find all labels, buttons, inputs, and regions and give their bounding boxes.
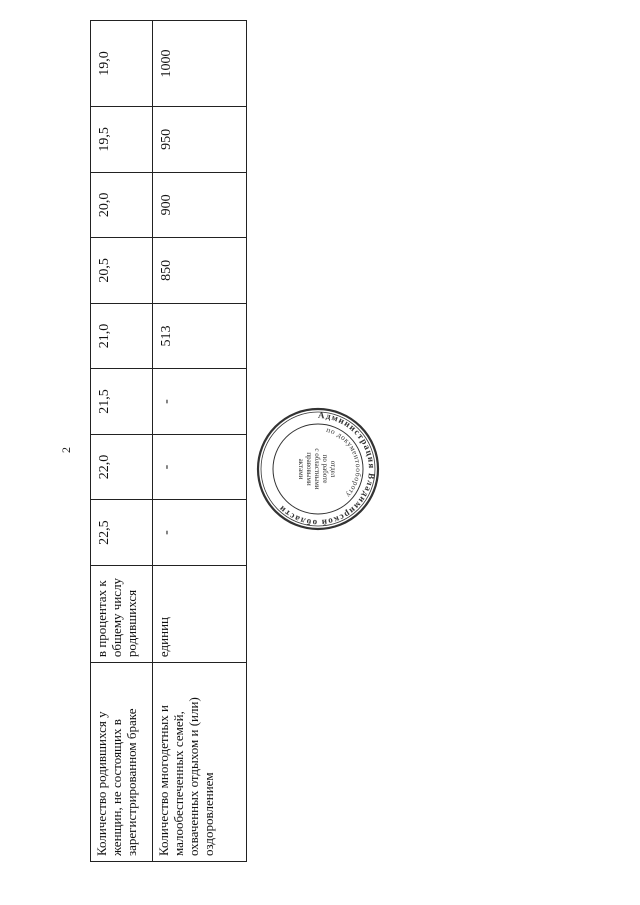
- stamp-inner-text: по документообороту: [325, 425, 364, 500]
- value-cell: -: [153, 434, 247, 500]
- value-cell: 1000: [153, 21, 247, 107]
- table-row: [153, 21, 247, 862]
- value-cell: -: [153, 369, 247, 435]
- value-cell: 513: [153, 303, 247, 369]
- indicator-name-cell: Количество многодетных и малообеспеченных семей, охваченных отдыхом и (или) оздоровлением: [153, 663, 247, 862]
- value-cell: 20,0: [91, 172, 153, 238]
- unit-cell: в процентах к общему числу родившихся: [91, 565, 153, 662]
- indicator-table: [90, 20, 247, 862]
- page-number: 2: [59, 447, 73, 453]
- stamp-center-line: отдел: [329, 460, 337, 478]
- value-cell: 21,5: [91, 369, 153, 435]
- value-cell: 900: [153, 172, 247, 238]
- stamp-center-line: по работе: [321, 454, 329, 484]
- table-row: [91, 21, 153, 862]
- value-cell: 20,5: [91, 238, 153, 304]
- rotated-table-wrapper: [90, 20, 246, 862]
- value-cell: 950: [153, 107, 247, 173]
- stamp-center-line: с областными: [313, 448, 321, 490]
- indicator-name-cell: Количество родившихся у женщин, не состоящих в зарегистрированном браке: [91, 663, 153, 862]
- stamp-outer-text: Администрация Владимирской области: [276, 409, 378, 529]
- value-cell: 22,0: [91, 434, 153, 500]
- official-seal-stamp: [256, 407, 380, 531]
- value-cell: 21,0: [91, 303, 153, 369]
- unit-cell: единиц: [153, 565, 247, 662]
- stamp-center-line: правовыми: [305, 452, 313, 486]
- value-cell: 19,0: [91, 21, 153, 107]
- value-cell: 19,5: [91, 107, 153, 173]
- value-cell: 850: [153, 238, 247, 304]
- value-cell: -: [153, 500, 247, 566]
- stamp-center-line: актами: [297, 458, 305, 480]
- value-cell: 22,5: [91, 500, 153, 566]
